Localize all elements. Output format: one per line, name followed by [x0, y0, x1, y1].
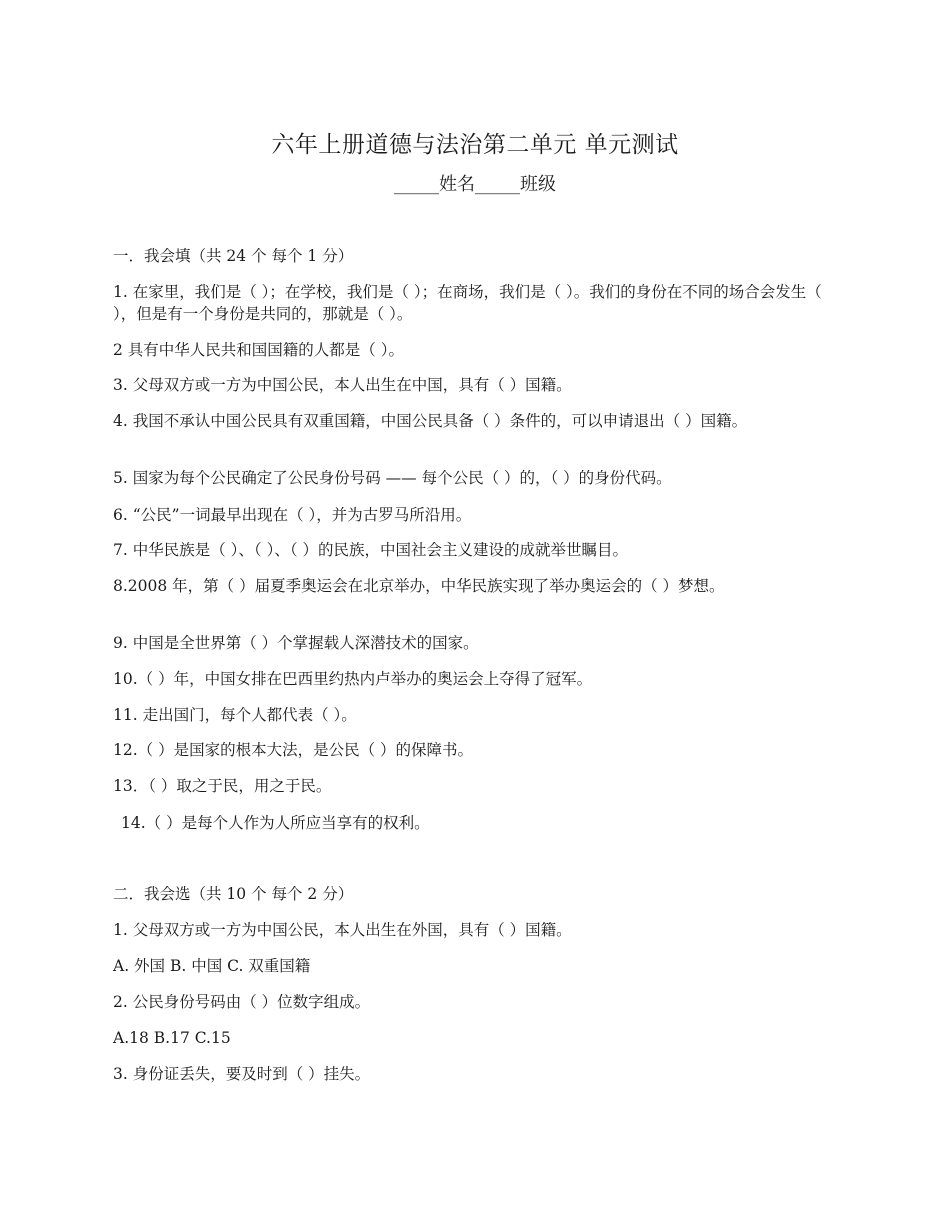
- question-fill-3: 3. 父母双方或一方为中国公民，本人出生在中国，具有（ ）国籍。: [113, 376, 572, 394]
- question-fill-6: 6. “公民”一词最早出现在（ ），并为古罗马所沿用。: [113, 506, 472, 524]
- question-fill-7: 7. 中华民族是（ ）、（ ）、（ ）的民族，中国社会主义建设的成就举世瞩目。: [113, 541, 628, 559]
- name-class-line: _____姓名_____班级: [394, 174, 556, 195]
- question-choice-3: 3. 身份证丢失，要及时到（ ）挂失。: [113, 1065, 371, 1083]
- question-fill-2: 2 具有中华人民共和国国籍的人都是（ ）。: [113, 341, 404, 359]
- section-heading-fill: 一．我会填（共 24 个 每个 1 分）: [113, 247, 354, 265]
- question-fill-1: 1. 在家里，我们是（ ）；在学校，我们是（ ）；在商场，我们是（ ）。我们的身份在不同的场合会发生（ ），但是有一个身份是共同的，那就是（ ）。: [113, 283, 822, 323]
- question-choice-2-options: A.18 B.17 C.15: [113, 1029, 231, 1047]
- question-choice-1: 1. 父母双方或一方为中国公民，本人出生在外国，具有（ ）国籍。: [113, 921, 572, 939]
- question-fill-4: 4. 我国不承认中国公民具有双重国籍，中国公民具备（ ）条件的，可以申请退出（ ）国籍。: [113, 412, 748, 430]
- question-choice-2: 2. 公民身份号码由（ ）位数字组成。: [113, 993, 371, 1011]
- question-fill-8: 8.2008 年，第（ ）届夏季奥运会在北京举办，中华民族实现了举办奥运会的（ ）梦想。: [113, 577, 725, 595]
- document-title: 六年上册道德与法治第二单元 单元测试: [271, 132, 679, 158]
- question-choice-1-options: A. 外国 B. 中国 C. 双重国籍: [113, 957, 311, 975]
- question-fill-9: 9. 中国是全世界第（ ）个掌握载人深潜技术的国家。: [113, 634, 479, 652]
- question-fill-5: 5. 国家为每个公民确定了公民身份号码 —— 每个公民（ ）的，（ ）的身份代码。: [113, 469, 672, 487]
- question-fill-11: 11. 走出国门，每个人都代表（ ）。: [113, 706, 357, 724]
- section-heading-choice: 二．我会选（共 10 个 每个 2 分）: [113, 885, 354, 903]
- question-fill-13: 13．（ ）取之于民，用之于民。: [113, 777, 332, 795]
- question-fill-14: 14.（ ）是每个人作为人所应当享有的权利。: [121, 814, 430, 832]
- question-fill-12: 12.（ ）是国家的根本大法，是公民（ ）的保障书。: [113, 741, 474, 759]
- question-fill-10: 10.（ ）年，中国女排在巴西里约热内卢举办的奥运会上夺得了冠军。: [113, 670, 593, 688]
